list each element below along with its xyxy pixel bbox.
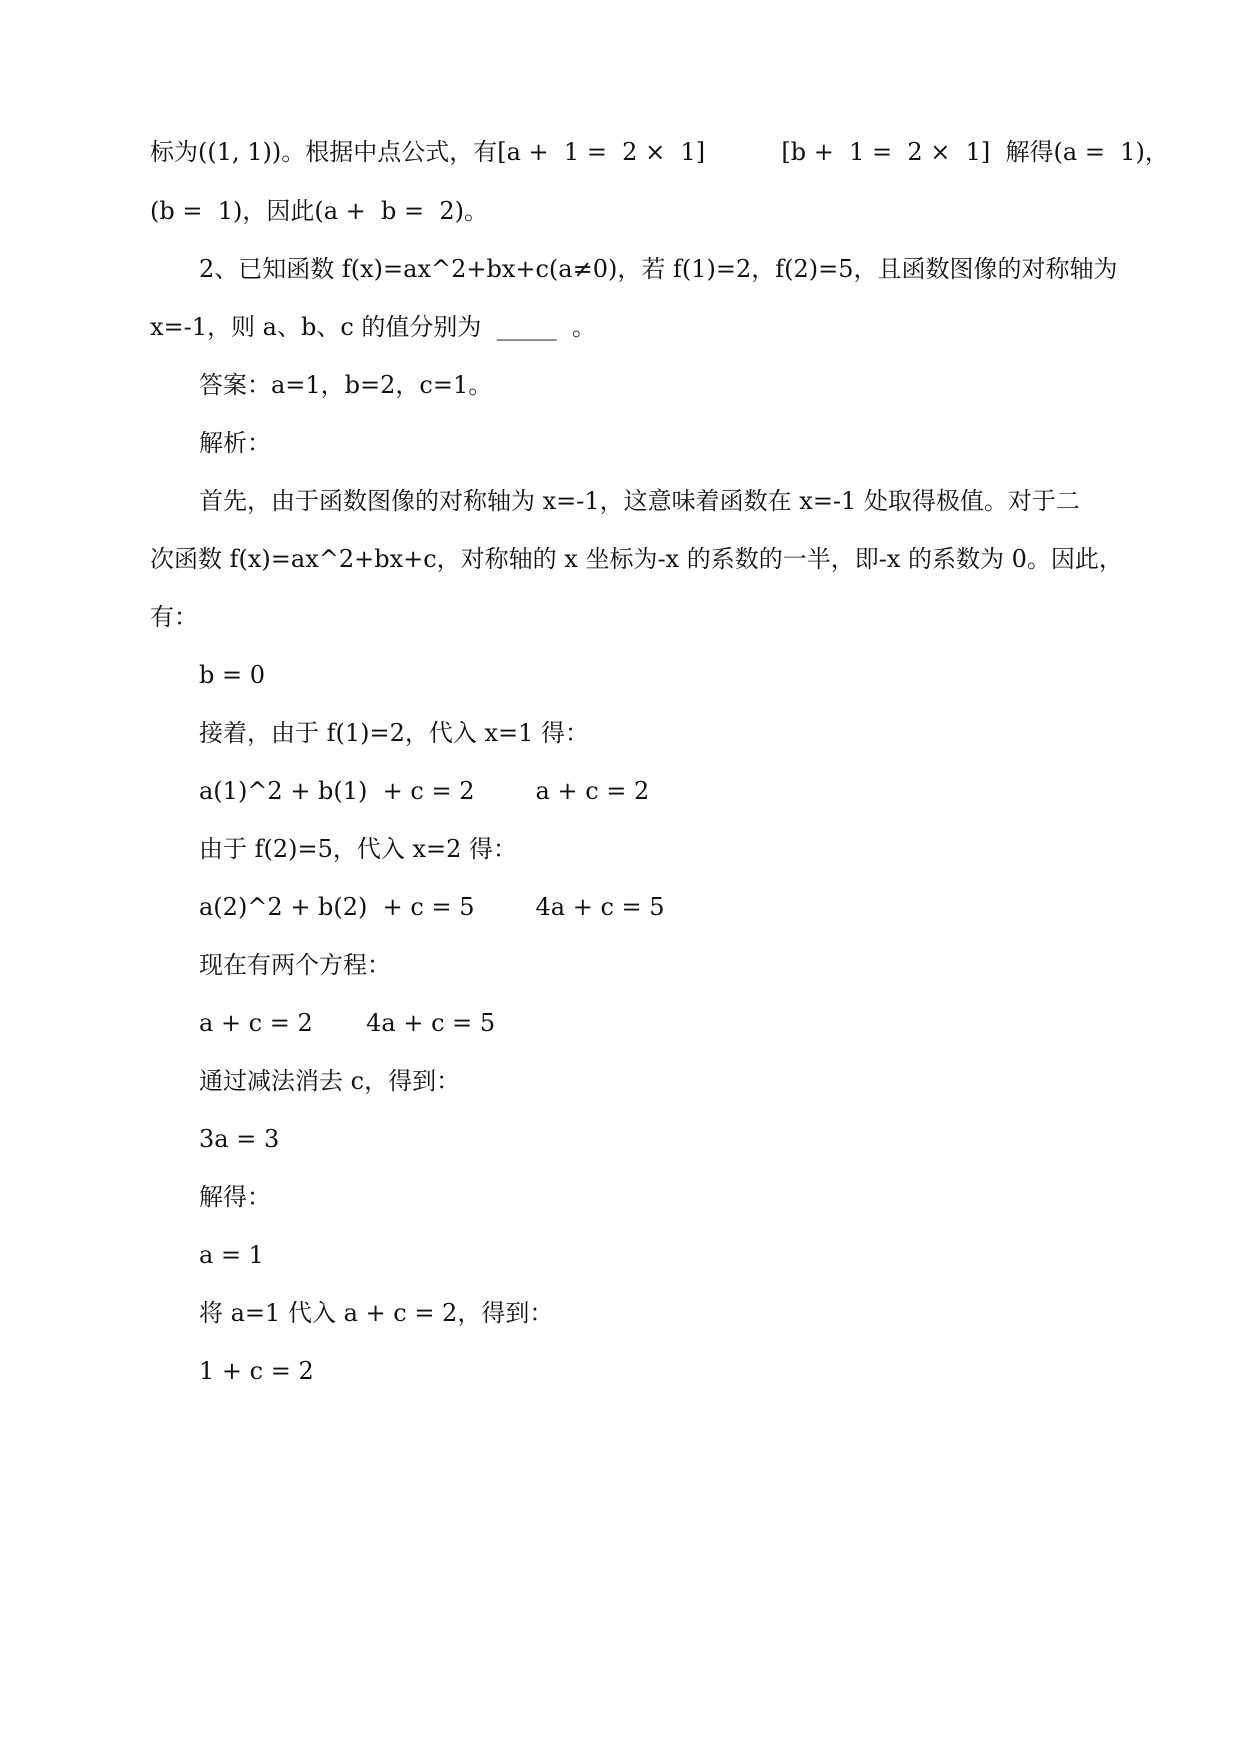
equation-line: 3a = 3	[199, 1125, 280, 1153]
text-line: 现在有两个方程：	[199, 951, 391, 979]
text-line: (b = 1)，因此(a + b = 2)。	[150, 197, 489, 225]
equation-line: a + c = 2 4a + c = 5	[199, 1009, 496, 1037]
text-line: 解得：	[199, 1183, 271, 1211]
problem-statement: x=-1，则 a、b、c 的值分别为 _____ 。	[150, 313, 596, 341]
text-line: 有：	[150, 603, 198, 631]
text-line: 次函数 f(x)=ax^2+bx+c，对称轴的 x 坐标为-x 的系数的一半，即-x 的系数为 0。因此，	[150, 545, 1123, 573]
answer-line: 答案：a=1，b=2，c=1。	[199, 371, 493, 399]
text-line: 将 a=1 代入 a + c = 2，得到：	[199, 1299, 554, 1327]
text-line: 标为((1, 1))。根据中点公式，有[a + 1 = 2 × 1] [b + 1 = 2 × 1] 解得(a = 1)，	[150, 138, 1169, 166]
section-heading: 解析：	[199, 429, 271, 457]
text-line: 通过减法消去 c，得到：	[199, 1067, 461, 1095]
equation-line: b = 0	[199, 661, 265, 689]
equation-line: a = 1	[199, 1241, 264, 1269]
problem-statement: 2、已知函数 f(x)=ax^2+bx+c(a≠0)，若 f(1)=2，f(2)=5，且函数图像的对称轴为	[199, 255, 1118, 283]
text-line: 由于 f(2)=5，代入 x=2 得：	[199, 835, 518, 863]
text-line: 接着，由于 f(1)=2，代入 x=1 得：	[199, 719, 590, 747]
equation-line: a(1)^2 + b(1) + c = 2 a + c = 2	[199, 777, 650, 805]
text-line: 首先，由于函数图像的对称轴为 x=-1，这意味着函数在 x=-1 处取得极值。对于二	[199, 487, 1080, 515]
equation-line: 1 + c = 2	[199, 1357, 314, 1385]
equation-line: a(2)^2 + b(2) + c = 5 4a + c = 5	[199, 893, 665, 921]
